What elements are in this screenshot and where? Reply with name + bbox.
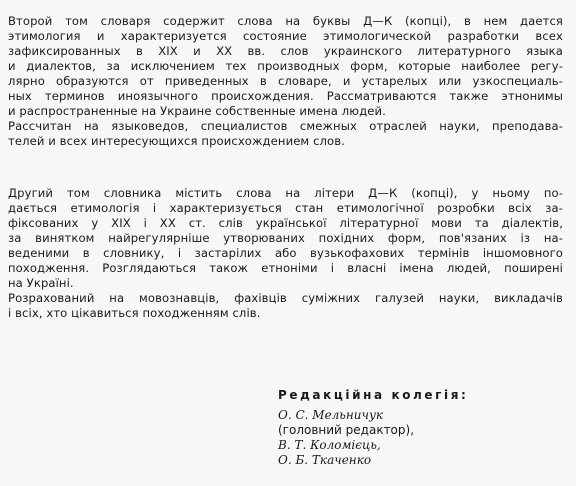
annotation-line: походження. Розглядаються також етноніми і власні імена людей, поширені: [8, 261, 563, 275]
annotation-line: фіксованих у XIX і XX ст. слів української літературної мови та діалектів,: [8, 216, 563, 230]
annotation-line: телей и всех интересующихся происхождением слов.: [8, 134, 345, 148]
annotation-line: веденими в словнику, і застарілих або вузькофахових термінів іншомовного: [8, 246, 563, 260]
ukrainian-annotation: [8, 186, 563, 321]
annotation-line: Другий том словника містить слова на літери Д—К (копці), у ньому по-: [8, 186, 563, 200]
russian-annotation: [8, 14, 563, 149]
editorial-board: [278, 386, 568, 468]
annotation-line: и диалектов, за исключением тех производных форм, которые наиболее регу-: [8, 59, 563, 73]
annotation-line: лярно образуются от приведенных в словаре, и устарелых или узкоспециаль-: [8, 74, 563, 88]
annotation-line: дається етимологія і характеризується стан етимологічної розробки всіх за-: [8, 201, 563, 215]
editor-name: О. С. Мельничук: [278, 408, 384, 422]
annotation-line: Рассчитан на языковедов, специалистов смежных отраслей науки, преподава-: [8, 119, 563, 133]
editor-role: (головний редактор),: [278, 423, 415, 437]
annotation-line: и распространенные на Украине собственные имена людей.: [8, 104, 386, 118]
annotation-line: этимология и характеризуется состояние этимологической разработки всех: [8, 29, 563, 43]
editorial-board-heading: Редакційна колегія:: [278, 388, 469, 402]
annotation-line: на Україні.: [8, 276, 74, 290]
annotation-line: Второй том словаря содержит слова на буквы Д—К (копці), в нем дается: [8, 14, 563, 28]
editor-name: В. Т. Коломієць,: [278, 438, 381, 452]
annotation-line: зафиксированных в XIX и XX вв. слов украинского литературного языка: [8, 44, 563, 58]
annotation-line: Розрахований на мовознавців, фахівців суміжних галузей науки, викладачів: [8, 291, 563, 305]
editor-name: О. Б. Ткаченко: [278, 453, 372, 467]
annotation-line: ных терминов иноязычного происхождения. Рассматриваются также этнонимы: [8, 89, 563, 103]
annotation-line: за винятком найрегулярніше утворюваних похідних форм, пов'язаних із на-: [8, 231, 563, 245]
annotation-line: і всіх, хто цікавиться походженням слів.: [8, 306, 261, 320]
